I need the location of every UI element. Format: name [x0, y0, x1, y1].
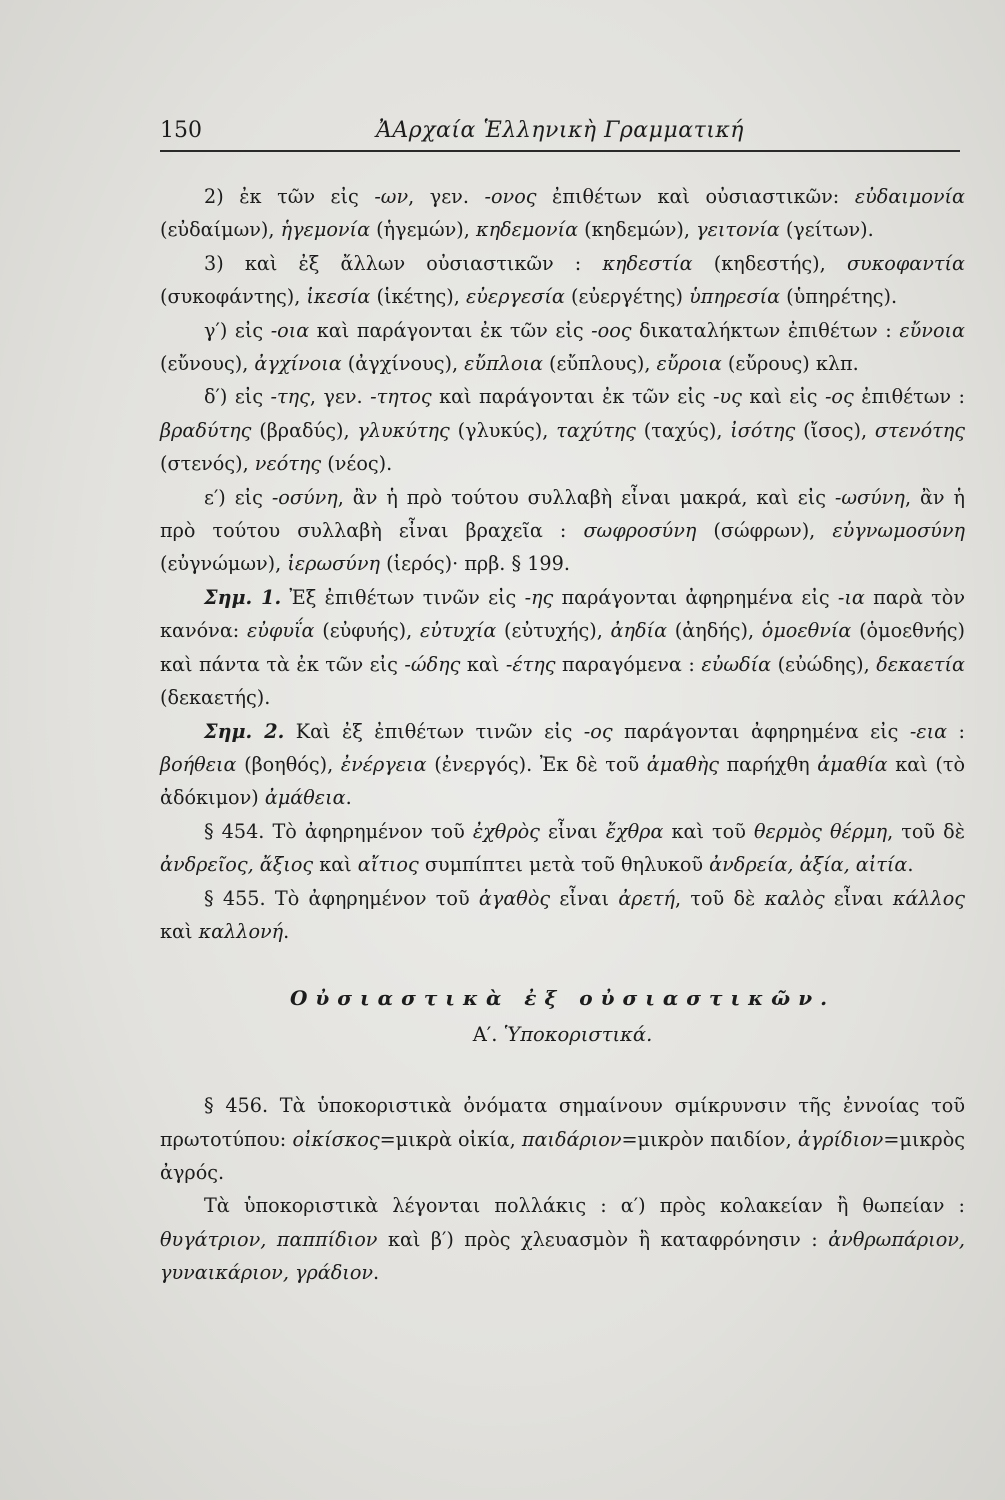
section-455: § 455. Τὸ ἀφηρημένον τοῦ ἀγαθὸς εἶναι ἀρετή, τοῦ δὲ καλὸς εἶναι κάλλος καὶ καλλονή. [160, 886, 965, 943]
running-title: ἈΑρχαία Ἑλληνικὴ Γραμματική [376, 118, 744, 143]
section-454: § 454. Τὸ ἀφηρημένον τοῦ ἐχθρὸς εἶναι ἔχθρα καὶ τοῦ θερμὸς θέρμη, τοῦ δὲ ἀνδρεῖος, ἄξιος καὶ αἴτιος συμπίπτει μετὰ τοῦ θηλυκοῦ ἀνδρεία, ἀξία, αἰτία. [160, 819, 966, 877]
note-1-label: Σημ. 1. [204, 585, 282, 609]
paragraph-item-3: 3) καὶ ἐξ ἄλλων οὐσιαστικῶν : κηδεστία (κηδεστής), συκοφαντία (συκοφάντης), ἱκεσία (ἱκέτης), εὐεργεσία (εὐεργέτης) ὑπηρεσία (ὑπηρέτης). [160, 251, 965, 309]
note-2-label: Σημ. 2. [204, 719, 285, 743]
paragraph-diminutive-uses: Τὰ ὑποκοριστικὰ λέγονται πολλάκις : α′) πρὸς κολακείαν ἢ θωπείαν : θυγάτριον, παππίδιον καὶ β′) πρὸς χλευασμὸν ἢ καταφρόνησιν : ἀνθρωπάριον, γυναικάριον, γράδιον. [160, 1194, 966, 1285]
subsection-heading: Α′. Ὑποκοριστικά. [472, 1022, 653, 1046]
note-2: Σημ. 2. Καὶ ἐξ ἐπιθέτων τινῶν εἰς -ος παράγονται ἀφηρημένα εἰς -εια : βοήθεια (βοηθός), ἐνέργεια (ἐνεργός). Ἐκ δὲ τοῦ ἀμαθὴς παρήχθη ἀμαθία καὶ (τὸ ἀδόκιμον) ἀμάθεια. [160, 719, 966, 810]
section-456: § 456. Τὰ ὑποκοριστικὰ ὀνόματα σημαίνουν σμίκρυνσιν τῆς ἐννοίας τοῦ πρωτοτύπου: οἰκίσκος=μικρὰ οἰκία, παιδάριον=μικρὸν παιδίον, ἀγρίδιον=μικρὸς ἀγρός. [160, 1094, 965, 1184]
page-body [160, 180, 965, 1290]
page-number: 150 [160, 118, 202, 143]
paragraph-gamma: γ′) εἰς -οια καὶ παράγονται ἐκ τῶν εἰς -οος δικαταλήκτων ἐπιθέτων : εὔνοια (εὔνους), ἀγχίνοια (ἀγχίνους), εὔπλοια (εὔπλους), εὔροια (εὔρους) κλπ. [160, 318, 965, 376]
paragraph-item-2: 2) ἐκ τῶν εἰς -ων, γεν. -ονος ἐπιθέτων καὶ οὐσιαστικῶν: εὐδαιμονία (εὐδαίμων), ἡγεμονία (ἡγεμών), κηδεμονία (κηδεμών), γειτονία (γείτων). [160, 185, 965, 242]
paragraph-epsilon: ε′) εἰς -οσύνη, ἂν ἡ πρὸ τούτου συλλαβὴ εἶναι μακρά, καὶ εἰς -ωσύνη, ἂν ἡ πρὸ τούτου συλλαβὴ εἶναι βραχεῖα : σωφροσύνη (σώφρων), εὐγνωμοσύνη (εὐγνώμων), ἱερωσύνη (ἱερός)· πρβ. § 199. [160, 485, 966, 576]
section-heading: Οὐσιαστικὰ ἐξ οὐσιαστικῶν. [289, 986, 836, 1011]
paragraph-delta: δ′) εἰς -της, γεν. -τητος καὶ παράγονται ἐκ τῶν εἰς -υς καὶ εἰς -ος ἐπιθέτων : βραδύτης (βραδύς), γλυκύτης (γλυκύς), ταχύτης (ταχύς), ἰσότης (ἴσος), στενότης (στενός), νεότης (νέος). [160, 385, 965, 476]
note-1: Σημ. 1. Ἐξ ἐπιθέτων τινῶν εἰς -ης παράγονται ἀφηρημένα εἰς -ια παρὰ τὸν κανόνα: εὐφυΐα (εὐφυής), εὐτυχία (εὐτυχής), ἀηδία (ἀηδής), ὁμοεθνία (ὁμοεθνής) καὶ πάντα τὰ ἐκ τῶν εἰς -ώδης καὶ -έτης παραγόμενα : εὐωδία (εὐώδης), δεκαετία (δεκαετής). [160, 585, 966, 710]
page-header [160, 116, 960, 152]
